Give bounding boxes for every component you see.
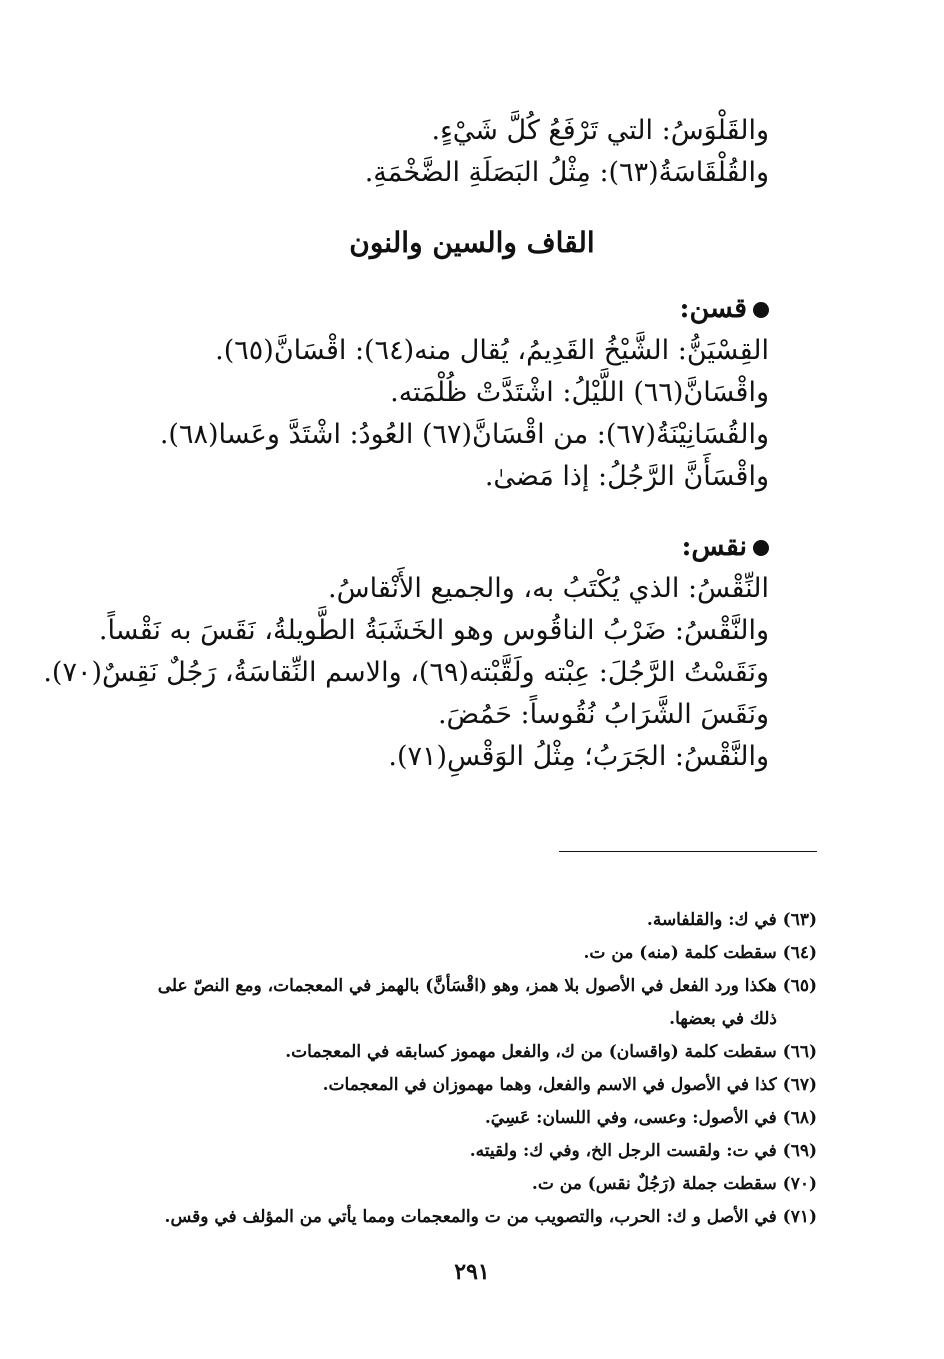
bullet-icon [753,302,769,318]
footnote: (٦٨) في الأصول: وعسى، وفي اللسان: عَسِيَ. [484,1108,817,1128]
opening-entries [169,110,769,194]
footnote: (٦٦) سقطت كلمة (واقسان) من ك، والفعل مهموز كسابقه في المعجمات. [285,1042,817,1062]
root-heading-label: قسن: [679,293,747,324]
footnote-divider [559,851,817,852]
footnote-continuation: ذلك في بعضها. [669,1009,777,1029]
entry-line: واقْسَانَّ(٦٦) اللَّيْلُ: اشْتَدَّتْ ظُلْمَته. [390,377,769,408]
footnote: (٦٣) في ك: والقلفاسة. [646,910,817,930]
entry-line: والنَّقْسُ: الجَرَبُ؛ مِثْلُ الوَقْسِ(٧١). [388,741,769,772]
footnote: (٦٤) سقطت كلمة (منه) من ت. [583,943,817,963]
footnote: (٦٧) كذا في الأصول في الاسم والفعل، وهما مهموزان في المعجمات. [322,1075,817,1095]
entry-line: واقْسَأَنَّ الرَّجُلُ: إذا مَضىٰ. [484,461,769,492]
entry-line: والنَّقْسُ: ضَرْبُ الناقُوس وهو الخَشَبَةُ الطَّويلةُ، نَقَسَ به نَقْساً. [98,615,769,646]
root-entry-qsn [129,288,769,498]
root-heading-label: نقس: [681,531,747,562]
entry-line: القِسْيَنُّ: الشَّيْخُ القَدِيمُ، يُقال منه(٦٤): اقْسَانَّ(٦٥). [215,335,769,366]
entry-line: ونَقَسْتُ الرَّجُلَ: عِبْته ولَقَّبْته(٦٩)، والاسم النِّقاسَةُ، رَجُلٌ نَقِسٌ(٧٠). [43,657,769,688]
entry-line: النِّقْسُ: الذي يُكْتَبُ به، والجميع الأَنْقاسُ. [328,573,769,604]
footnotes [97,904,817,1234]
entry-line: والقُلْقَاسَةُ(٦٣): مِثْلُ البَصَلَةِ الضَّخْمَةِ. [364,157,769,188]
bullet-icon [753,540,769,556]
footnote: (٦٩) في ت: ولقست الرجل الخ، وفي ك: ولقيته. [469,1141,817,1161]
root-heading [129,288,769,330]
entry-line: ونَقَسَ الشَّرَابُ نُقُوساً: حَمُضَ. [437,699,769,730]
footnote: (٧١) في الأصل و ك: الحرب، والتصويب من ت والمعجمات ومما يأتي من المؤلف في وقس. [164,1207,817,1227]
root-entry-nqs [43,526,769,778]
page-number: ٢٩١ [454,1259,490,1285]
section-title: القاف والسين والنون [349,226,595,259]
entry-line: والقَلْوَسُ: التي تَرْفَعُ كُلَّ شَيْءٍ. [431,115,769,146]
footnote: (٧٠) سقطت جملة (رَجُلٌ نقس) من ت. [531,1174,817,1194]
entry-line: والقُسَانِيْنَةُ(٦٧): من اقْسَانَّ(٦٧) العُودُ: اشْتَدَّ وعَسا(٦٨). [159,419,769,450]
root-heading [129,526,769,568]
footnote: (٦٥) هكذا ورد الفعل في الأصول بلا همز، وهو (اقْسَأنَّ) بالهمز في المعجمات، ومع النصّ على [157,976,817,996]
